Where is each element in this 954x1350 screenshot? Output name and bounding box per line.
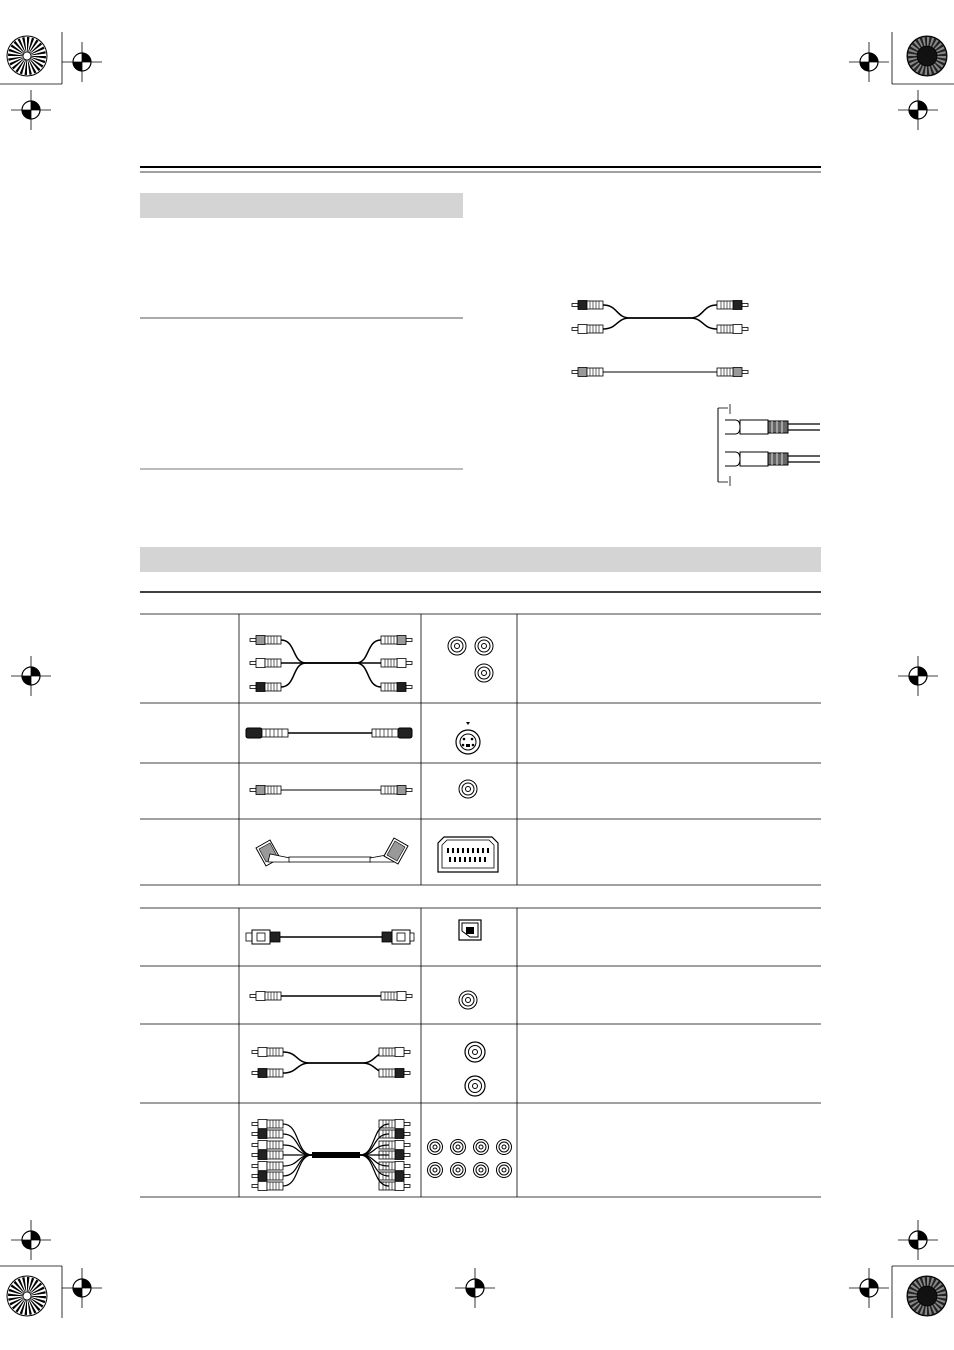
component-video-rca-cable-icon [250, 636, 412, 692]
scart-socket-icon [438, 837, 498, 872]
component-jacks-icon [448, 637, 493, 682]
s-video-jack-icon [456, 722, 480, 754]
multichannel-audio-rca-cable-icon [252, 1120, 410, 1191]
composite-video-cable-icon [250, 786, 412, 795]
analog-audio-rca-cable-icon [572, 301, 748, 334]
crosshair-registration-icon [11, 42, 938, 1308]
composite-video-rca-cable-icon [572, 368, 748, 377]
scart-cable-icon [256, 838, 408, 866]
s-video-cable-icon [246, 728, 412, 738]
stereo-audio-rca-cable-icon [252, 1048, 410, 1078]
section-heading-bar [140, 547, 821, 572]
coaxial-jack-icon [459, 991, 477, 1009]
minijack-plug-icon [718, 404, 820, 486]
stereo-jacks-icon [465, 1042, 485, 1096]
cable-table-grid [140, 614, 821, 1197]
section-heading-bar [140, 193, 463, 218]
composite-jack-icon [459, 780, 477, 798]
optical-digital-cable-icon [246, 930, 414, 944]
optical-jack-icon [459, 920, 481, 940]
coaxial-digital-cable-icon [250, 992, 412, 1001]
multichannel-jacks-icon [428, 1140, 512, 1178]
